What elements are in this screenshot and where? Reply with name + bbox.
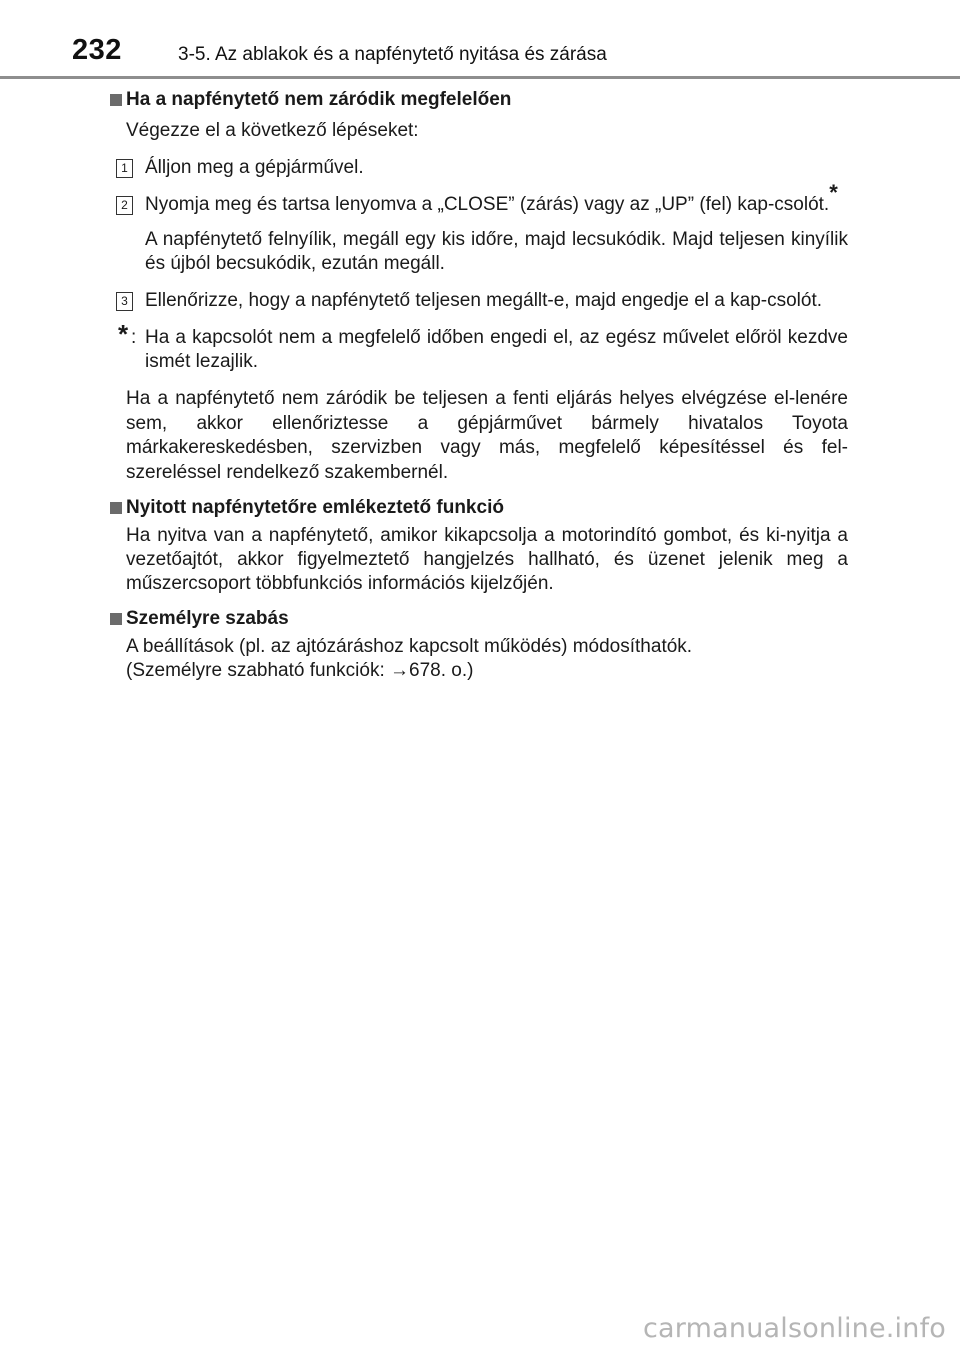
header-divider: [0, 76, 960, 79]
footnote-asterisk: *: [118, 319, 129, 349]
footnote: * : Ha a kapcsolót nem a megfelelő időben engedi el, az egész művelet előröl kezdve ismét lezajlik.: [118, 319, 848, 372]
square-bullet-icon: [110, 502, 122, 514]
footnote-text: Ha a kapcsolót nem a megfelelő időben engedi el, az egész művelet előröl kezdve ismét lezajlik.: [145, 327, 848, 372]
section-heading-customization: Személyre szabás: [0, 607, 960, 631]
square-bullet-icon: [110, 613, 122, 625]
step-3: [0, 289, 848, 313]
page-content: [0, 88, 960, 683]
page-number: 232: [72, 34, 122, 66]
step-number-box: 1: [116, 159, 133, 178]
customization-line-1: A beállítások (pl. az ajtózáráshoz kapcsolt működés) módosíthatók.: [126, 636, 693, 657]
section-heading-not-closing: Ha a napfénytető nem záródik megfelelően: [0, 88, 960, 112]
step-number-box: 3: [116, 292, 133, 311]
customization-line-2: (Személyre szabható funkciók: →678. o.): [126, 660, 474, 681]
square-bullet-icon: [110, 94, 122, 106]
footnote-reference: *: [829, 180, 838, 205]
step-number-box: 2: [116, 196, 133, 215]
section-intro: Végezze el a következő lépéseket:: [126, 120, 419, 141]
step-text: Ellenőrizze, hogy a napfénytető teljesen megállt-e, majd engedje el a kap-csolót.: [145, 290, 823, 311]
step-text: Álljon meg a gépjárművel.: [145, 157, 364, 178]
watermark: carmanualsonline.info: [643, 1313, 946, 1344]
closing-paragraph: Ha a napfénytető nem záródik be teljesen a fenti eljárás helyes elvégzése el-lenére sem, akkor ellenőriztesse a gépjárművet bármely hivatalos Toyota márkakereskedésben, szervizben vagy más, megfelelő képesítéssel és fel-szereléssel rendelkező szakembernél.: [126, 388, 848, 483]
step-2: [0, 180, 848, 217]
reminder-paragraph: Ha nyitva van a napfénytető, amikor kikapcsolja a motorindító gombot, és ki-nyitja a vezetőajtót, akkor figyelmeztető hangjelzés hallható, és üzenet jelenik meg a műszercsoport többfunkciós információs kijelzőjén.: [126, 525, 848, 594]
page-header: [0, 0, 960, 80]
section-heading-reminder: Nyitott napfénytetőre emlékeztető funkció: [0, 496, 960, 520]
step-text: Nyomja meg és tartsa lenyomva a „CLOSE” (zárás) vagy az „UP” (fel) kap-csolót.: [145, 194, 830, 215]
step-2-note: A napfénytető felnyílik, megáll egy kis időre, majd lecsukódik. Majd teljesen kinyílik és újból becsukódik, ezután megáll.: [145, 229, 848, 274]
chapter-title: 3-5. Az ablakok és a napfénytető nyitása és zárása: [178, 44, 607, 65]
step-1: [0, 156, 848, 180]
